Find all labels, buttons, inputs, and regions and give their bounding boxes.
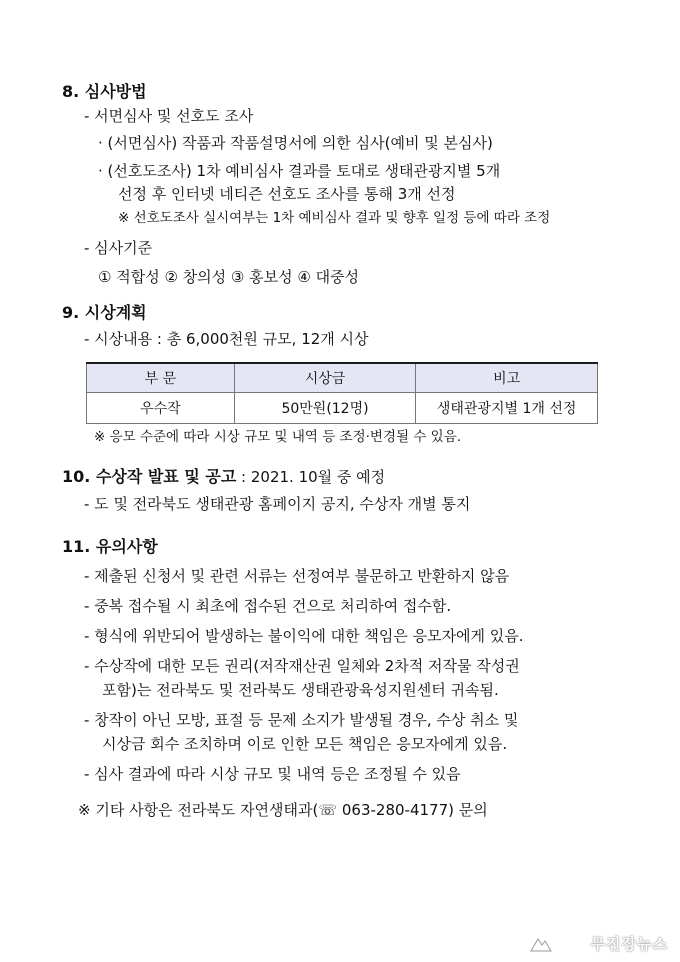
table-row <box>87 393 598 424</box>
notice-item: - 수상작에 대한 모든 권리(저작재산권 일체와 2차적 저작물 작성권 <box>84 657 520 675</box>
section-10-title-bold: 10. 수상작 발표 및 공고 <box>62 467 237 486</box>
watermark-logo: 무진장뉴스 <box>590 935 668 953</box>
watermark-mountain-icon <box>530 934 552 952</box>
award-table <box>86 362 598 424</box>
document-review-item: · (서면심사) 작품과 작품설명서에 의한 심사(예비 및 본심사) <box>98 134 493 152</box>
review-method-item: - 서면심사 및 선호도 조사 <box>84 107 254 125</box>
table-header-cell: 비고 <box>416 363 598 393</box>
section-8-title: 8. 심사방법 <box>62 82 147 101</box>
notice-item: - 창작이 아닌 모방, 표절 등 문제 소지가 발생될 경우, 수상 취소 및 <box>84 711 519 729</box>
notice-item-cont: 시상금 회수 조치하며 이로 인한 모든 책임은 응모자에게 있음. <box>102 735 508 753</box>
section-10-title <box>62 467 385 487</box>
award-content-item: - 시상내용 : 총 6,000천원 규모, 12개 시상 <box>84 330 369 348</box>
preference-survey-item-cont: 선정 후 인터넷 네티즌 선호도 조사를 통해 3개 선정 <box>118 185 456 203</box>
table-header-row <box>87 363 598 393</box>
contact-note: ※ 기타 사항은 전라북도 자연생태과(☏ 063-280-4177) 문의 <box>78 801 488 819</box>
notice-item-cont: 포함)는 전라북도 및 전라북도 생태관광육성지원센터 귀속됨. <box>102 681 499 699</box>
table-cell: 생태관광지별 1개 선정 <box>416 393 598 424</box>
award-note: ※ 응모 수준에 따라 시상 규모 및 내역 등 조정·변경될 수 있음. <box>94 429 462 445</box>
criteria-item: - 심사기준 <box>84 239 153 257</box>
notice-item: - 심사 결과에 따라 시상 규모 및 내역 등은 조정될 수 있음 <box>84 765 461 783</box>
section-10-title-date: : 2021. 10월 중 예정 <box>236 468 386 486</box>
table-cell: 50만원(12명) <box>234 393 416 424</box>
table-header-cell: 시상금 <box>234 363 416 393</box>
section-11-title: 11. 유의사항 <box>62 537 158 556</box>
notice-item: - 중복 접수될 시 최초에 접수된 건으로 처리하여 접수함. <box>84 597 452 615</box>
table-header-cell: 부 문 <box>87 363 235 393</box>
notice-item: - 제출된 신청서 및 관련 서류는 선정여부 불문하고 반환하지 않음 <box>84 567 510 585</box>
table-cell: 우수작 <box>87 393 235 424</box>
announcement-item: - 도 및 전라북도 생태관광 홈페이지 공지, 수상자 개별 통지 <box>84 495 471 513</box>
preference-survey-item: · (선호도조사) 1차 예비심사 결과를 토대로 생태관광지별 5개 <box>98 162 501 180</box>
preference-survey-note: ※ 선호도조사 실시여부는 1차 예비심사 결과 및 향후 일정 등에 따라 조정 <box>118 210 551 226</box>
criteria-list: ① 적합성 ② 창의성 ③ 홍보성 ④ 대중성 <box>98 268 360 286</box>
notice-item: - 형식에 위반되어 발생하는 불이익에 대한 책임은 응모자에게 있음. <box>84 627 524 645</box>
section-9-title: 9. 시상계획 <box>62 303 147 322</box>
